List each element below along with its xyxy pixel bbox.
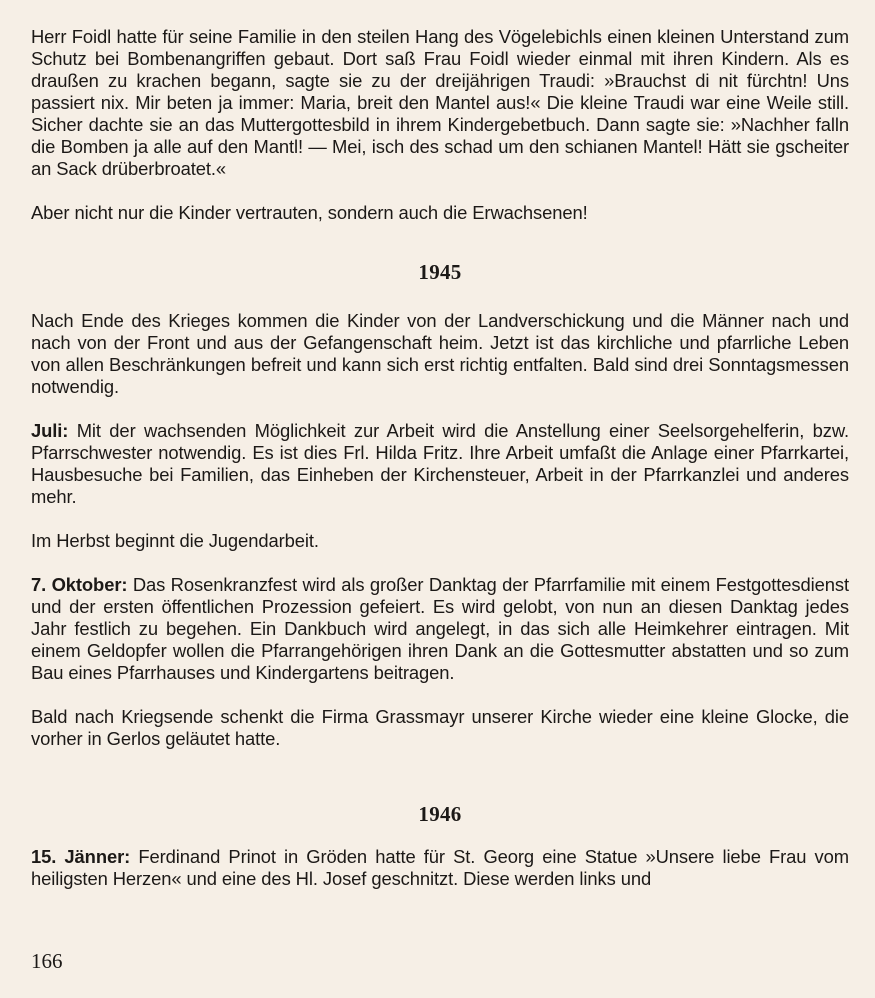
paragraph-adults-trusted: Aber nicht nur die Kinder vertrauten, sondern auch die Erwachsenen! [31,202,588,223]
paragraph-july-text: Mit der wachsenden Möglichkeit zur Arbeit wird die Anstellung einer Seelsorgehelferin, bzw. Pfarrschwester notwendig. Es ist dies Frl. Hilda Fritz. Ihre Arbeit umfaßt die Anlage einer Pfarrkartei, Hausbesuche bei Familien, das Einheben der Kirchensteuer, Arbeit in der Pfarrkanzlei und anderes mehr. [31,420,849,507]
paragraph-october [31,574,849,684]
page-number: 166 [31,949,63,973]
paragraph-foidl-story: Herr Foidl hatte für seine Familie in den steilen Hang des Vögelebichls einen kleinen Unterstand zum Schutz bei Bombenangriffen gebaut. Dort saß Frau Foidl wieder einmal mit ihren Kindern. Als es draußen zu krachen begann, sagte sie zu der dreijährigen Traudi: »Brauchst di nit fürchtn! Uns passiert nix. Mir beten ja immer: Maria, breit den Mantel aus!« Die kleine Traudi war eine Weile still. Sicher dachte sie an das Muttergottesbild in ihrem Kindergebetbuch. Dann sagte sie: »Nachher falln die Bomben ja alle auf den Mantl! — Mei, isch des schad um den schianen Mantel! Hätt sie gscheiter an Sack drüberbroatet.« [31,26,849,179]
year-heading-1946: 1946 [418,802,462,826]
paragraph-youth-work: Im Herbst beginnt die Jugendarbeit. [31,530,319,551]
date-label-october: 7. Oktober: [31,574,128,595]
paragraph-end-of-war: Nach Ende des Krieges kommen die Kinder von der Landverschickung und die Männer nach und nach von der Front und aus der Gefangenschaft heim. Jetzt ist das kirchliche und pfarrliche Leben von allen Beschränkungen befreit und kann sich erst richtig entfalten. Bald sind drei Sonntagsmessen notwendig. [31,310,849,397]
paragraph-january-text: Ferdinand Prinot in Gröden hatte für St. Georg eine Statue »Unsere liebe Frau vom heiligsten Herzen« und eine des Hl. Josef geschnitzt. Diese werden links und [31,846,850,889]
paragraph-october-text: Das Rosenkranzfest wird als großer Danktag der Pfarrfamilie mit einem Festgottesdienst und der ersten öffentlichen Prozession gefeiert. Es wird gelobt, von nun an diesen Danktag jedes Jahr festlich zu begehen. Ein Dankbuch wird angelegt, in das sich alle Heimkehrer eintragen. Mit einem Geldopfer wollen die Pfarrangehörigen ihren Dank an die Gottesmutter abstatten und so zum Bau eines Pfarrhauses und Kindergartens beitragen. [31,574,849,683]
date-label-july: Juli: [31,420,69,441]
paragraph-january [31,846,849,890]
year-heading-1945: 1945 [418,260,462,284]
date-label-january: 15. Jänner: [31,846,131,867]
paragraph-july [31,420,849,508]
paragraph-bell: Bald nach Kriegsende schenkt die Firma Grassmayr unserer Kirche wieder eine kleine Glocke, die vorher in Gerlos geläutet hatte. [31,706,849,749]
page-body [31,26,849,890]
